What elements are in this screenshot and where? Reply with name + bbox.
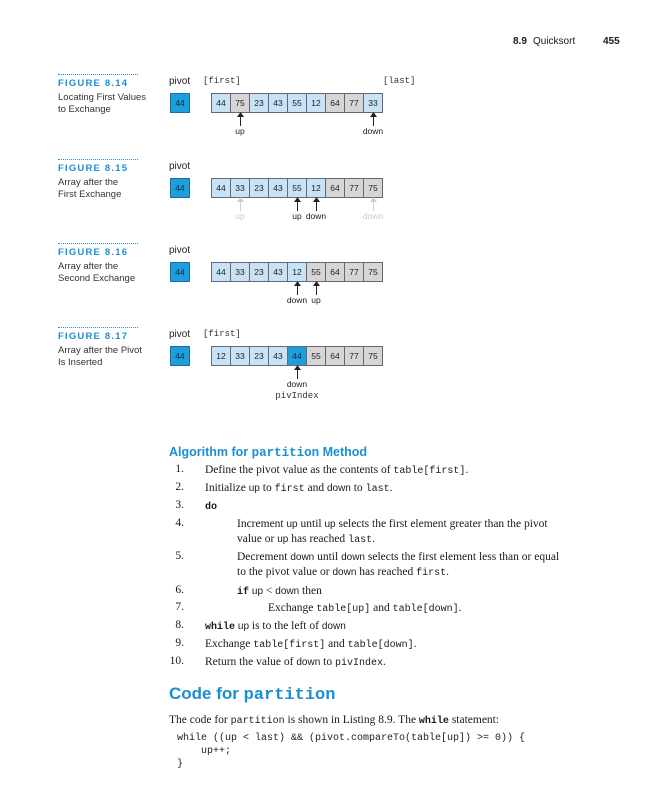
text-run: is to the left of (249, 620, 322, 632)
array-cell: 33 (231, 179, 250, 197)
pointer-label: down (362, 126, 384, 136)
text-run: The code for (169, 714, 231, 726)
array-row (211, 178, 383, 198)
text-run: statement: (448, 714, 500, 726)
array-cell: 44 (288, 347, 307, 365)
step-number: 4. (175, 517, 184, 529)
pointer-label: up (311, 295, 321, 305)
step-number: 8. (175, 619, 184, 631)
array-cell: 64 (326, 94, 345, 112)
inline-code: first (416, 568, 447, 579)
text-run: until (314, 551, 342, 563)
pointer-label: up (235, 126, 245, 136)
section-number: 8.9 (513, 36, 527, 47)
step-text (205, 481, 392, 497)
figure-label: FIGURE 8.14 (58, 78, 129, 89)
step-text (205, 655, 386, 671)
pointer-label: down (362, 211, 384, 221)
first-index-label: [first] (203, 329, 241, 339)
body-paragraph (169, 714, 499, 727)
variable-name: down (326, 483, 351, 494)
section-title-prefix: Code for (169, 684, 244, 703)
array-cell: 44 (212, 263, 231, 281)
text-run: then (299, 585, 322, 597)
pointer-label-extra: pivIndex (275, 391, 319, 401)
array-cell: 33 (231, 347, 250, 365)
keyword: do (205, 502, 218, 513)
page-number: 455 (603, 36, 620, 47)
array-cell: 33 (364, 94, 382, 112)
figure-caption-line: Array after the Pivot (58, 345, 142, 356)
text-run: Return the value of (205, 656, 297, 668)
text-run: Initialize (205, 482, 249, 494)
pointer-arrow-icon (312, 281, 321, 295)
text-run: has reached (288, 533, 349, 545)
caption-rule (58, 74, 138, 75)
text-run: is shown in Listing 8.9. The (284, 714, 419, 726)
array-cell: 43 (269, 179, 288, 197)
step-text (205, 637, 416, 653)
variable-name: up (251, 586, 264, 597)
array-cell: 64 (326, 347, 345, 365)
text-run: . (372, 533, 375, 545)
array-cell: 77 (345, 94, 364, 112)
text-run: Decrement (237, 551, 291, 563)
variable-name: up (277, 534, 289, 545)
array-cell: 23 (250, 347, 269, 365)
array-cell: 75 (364, 263, 382, 281)
algorithm-title (169, 445, 367, 460)
pivot-label: pivot (169, 161, 191, 172)
array-cell: 55 (307, 263, 326, 281)
step-text (237, 550, 559, 565)
algorithm-title-code: partition (251, 446, 320, 460)
pointer-label: up (292, 211, 302, 221)
step-number: 7. (175, 601, 184, 613)
inline-code: first (274, 484, 305, 495)
inline-code: last (348, 535, 373, 546)
pivot-cell: 44 (170, 262, 190, 282)
text-run: to (259, 482, 275, 494)
text-run: . (458, 602, 462, 614)
text-run: . (465, 464, 469, 476)
array-row (211, 346, 383, 366)
inline-code: table[first] (253, 640, 326, 651)
array-cell: 55 (307, 347, 326, 365)
step-text (237, 584, 322, 600)
array-row (211, 262, 383, 282)
figure-label: FIGURE 8.15 (58, 163, 129, 174)
section-title (169, 684, 335, 705)
pointer-arrow-icon (236, 112, 245, 126)
array-row (211, 93, 383, 113)
figure-caption-line: Is Inserted (58, 357, 103, 368)
variable-name: down (332, 567, 357, 578)
pointer-arrow-icon (312, 197, 321, 211)
step-number: 1. (175, 463, 184, 475)
text-run: < (263, 585, 276, 597)
array-cell: 33 (231, 263, 250, 281)
figure-caption-line: Second Exchange (58, 273, 136, 284)
text-run: selects the first element less than or equal (364, 551, 560, 563)
running-title: Quicksort (533, 36, 576, 47)
array-cell: 12 (307, 179, 326, 197)
pointer-arrow-icon (369, 112, 378, 126)
array-cell: 64 (326, 263, 345, 281)
step-number: 2. (175, 481, 184, 493)
array-cell: 23 (250, 179, 269, 197)
array-cell: 75 (364, 347, 382, 365)
section-title-code: partition (243, 686, 336, 705)
figure-caption-line: Locating First Values (58, 92, 147, 103)
caption-rule (58, 327, 138, 328)
variable-name: up (324, 519, 336, 530)
text-run: and (304, 482, 327, 494)
pointer-arrow-icon (293, 281, 302, 295)
pointer-arrow-icon (236, 197, 245, 211)
step-text-continued (237, 565, 449, 581)
inline-code: table[down] (347, 640, 414, 651)
pointer-label: down (305, 211, 327, 221)
array-cell: 77 (345, 263, 364, 281)
array-cell: 12 (212, 347, 231, 365)
pivot-label: pivot (169, 76, 191, 87)
figure-label: FIGURE 8.17 (58, 331, 129, 342)
inline-code: last (365, 484, 390, 495)
code-line: while ((up < last) && (pivot.compareTo(table[up]) >= 0)) { (177, 733, 526, 744)
figure-caption-line: Array after the (58, 177, 119, 188)
pivot-cell: 44 (170, 346, 190, 366)
figure-caption-line: First Exchange (58, 189, 122, 200)
text-run: Exchange (205, 638, 254, 650)
step-text (205, 463, 468, 479)
inline-code: pivIndex (334, 658, 383, 669)
text-run: has reached (356, 566, 417, 578)
variable-name: down (321, 621, 346, 632)
inline-code: partition (230, 716, 285, 727)
inline-code: table[down] (392, 604, 459, 615)
array-cell: 75 (364, 179, 382, 197)
array-cell: 77 (345, 179, 364, 197)
text-run: value or (237, 533, 278, 545)
array-cell: 12 (288, 263, 307, 281)
step-text (268, 601, 461, 617)
pointer-label: down (286, 295, 308, 305)
pointer-arrow-icon (293, 197, 302, 211)
code-line: up++; (177, 746, 232, 757)
pointer-label: down (286, 379, 308, 389)
step-number: 6. (175, 584, 184, 596)
step-text (205, 499, 217, 515)
text-run: and (370, 602, 393, 614)
figure-caption-line: to Exchange (58, 104, 111, 115)
array-cell: 64 (326, 179, 345, 197)
pivot-cell: 44 (170, 93, 190, 113)
text-run: . (382, 656, 386, 668)
array-cell: 75 (231, 94, 250, 112)
step-text (237, 517, 548, 532)
text-run: until (297, 518, 325, 530)
pointer-arrow-icon (369, 197, 378, 211)
pointer-arrow-icon (293, 365, 302, 379)
variable-name: down (290, 552, 315, 563)
text-run: to (350, 482, 366, 494)
array-cell: 23 (250, 263, 269, 281)
variable-name: down (341, 552, 365, 563)
variable-name: down (275, 586, 300, 597)
pivot-cell: 44 (170, 178, 190, 198)
array-cell: 43 (269, 263, 288, 281)
figure-label: FIGURE 8.16 (58, 247, 129, 258)
array-cell: 23 (250, 94, 269, 112)
inline-code: table[first] (393, 466, 466, 477)
keyword: while (205, 622, 236, 633)
text-run: Increment (237, 518, 287, 530)
step-number: 9. (175, 637, 184, 649)
step-number: 5. (175, 550, 184, 562)
code-line: } (177, 759, 184, 770)
first-index-label: [first] (203, 76, 241, 86)
text-run: selects the first element greater than the pivot (335, 518, 548, 530)
text-run: Define the pivot value as the contents of (205, 464, 394, 476)
caption-rule (58, 159, 138, 160)
step-text-continued (237, 532, 375, 548)
inline-code: table[up] (316, 604, 371, 615)
array-cell: 44 (212, 94, 231, 112)
algorithm-title-suffix: Method (319, 445, 368, 459)
caption-rule (58, 243, 138, 244)
array-cell: 55 (288, 94, 307, 112)
text-run: . (446, 566, 449, 578)
text-run: to the pivot value or (237, 566, 333, 578)
array-cell: 43 (269, 347, 288, 365)
text-run: to (320, 656, 335, 668)
text-run: and (325, 638, 348, 650)
figure-caption-line: Array after the (58, 261, 119, 272)
pivot-label: pivot (169, 245, 191, 256)
keyword: if (237, 587, 250, 598)
algorithm-title-prefix: Algorithm for (169, 445, 252, 459)
variable-name: up (237, 621, 250, 632)
variable-name: up (286, 519, 298, 530)
array-cell: 44 (212, 179, 231, 197)
last-index-label: [last] (383, 76, 416, 86)
array-cell: 43 (269, 94, 288, 112)
step-text (205, 619, 346, 635)
keyword: while (418, 716, 449, 727)
step-number: 10. (169, 655, 184, 667)
array-cell: 55 (288, 179, 307, 197)
variable-name: down (296, 657, 321, 668)
pointer-label: up (235, 211, 245, 221)
text-run: Exchange (268, 602, 317, 614)
text-run: . (413, 638, 417, 650)
variable-name: up (248, 483, 260, 494)
text-run: . (389, 482, 393, 494)
array-cell: 77 (345, 347, 364, 365)
step-number: 3. (175, 499, 184, 511)
array-cell: 12 (307, 94, 326, 112)
pivot-label: pivot (169, 329, 191, 340)
